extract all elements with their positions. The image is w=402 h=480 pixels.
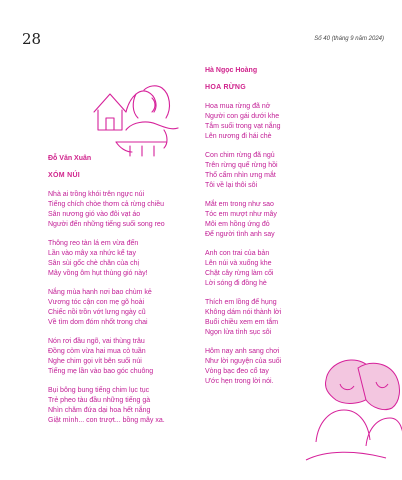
poem-line: Tiếng mẹ lần vào bao góc chuông xyxy=(48,368,154,375)
poem-line: Thông reo tàn lá em vừa đến xyxy=(48,240,139,247)
poem-line: Tắm suối trong vạt nắng xyxy=(205,123,281,130)
stanza xyxy=(205,151,355,191)
poem-line: Tôi về lại thôi sôi xyxy=(205,182,258,189)
poem-line: Bụi bông bung tiếng chim lục tục xyxy=(48,387,150,394)
poem-line: Chiếc nồi trồn vớt lưng ngày cũ xyxy=(48,309,146,316)
poem-line: Môi em hồng ứng đỏ xyxy=(205,221,270,228)
poem-line: Lời sóng đi đồng hè xyxy=(205,280,267,287)
poem-line: Thích em lồng để hụng xyxy=(205,299,277,306)
left-poem xyxy=(48,154,198,435)
poem-line: Hoa mua rừng đã nở xyxy=(205,103,271,110)
poem-line: Ước hẹn trong lời nói. xyxy=(205,378,274,385)
right-poem-title: HOA RỪNG xyxy=(205,84,247,91)
stanza xyxy=(205,298,355,338)
village-couple-illustration xyxy=(86,72,196,162)
poem-line: Mây vồng ôm hụt thùng gió này! xyxy=(48,270,148,277)
poem-line: Mắt em trong như sao xyxy=(205,201,274,208)
poem-line: Để người tình anh say xyxy=(205,231,275,238)
stanza xyxy=(48,288,198,328)
stanza xyxy=(48,190,198,230)
poem-line: Như lời nguyện của suối xyxy=(205,358,282,365)
poem-line: Về tìm dom đóm nhốt trong chai xyxy=(48,319,148,326)
poem-line: Lên núi và xuống khe xyxy=(205,260,272,267)
stanza xyxy=(48,386,198,426)
stanza xyxy=(48,337,198,377)
poem-line: Chặt cây rừng làm cối xyxy=(205,270,274,277)
poem-line: Nhìn chăm đứa dại hoa hết nắng xyxy=(48,407,151,414)
poem-line: Sân nương gió vào đôi vạt áo xyxy=(48,211,141,218)
poem-line: Vòng bạc đeo cổ tay xyxy=(205,368,269,375)
poem-line: Thổ cẩm nhìn ưng mắt xyxy=(205,172,276,179)
poem-line: Nón rơi đầu ngõ, vai thùng trâu xyxy=(48,338,145,345)
right-poem xyxy=(205,66,355,396)
poem-line: Đồng cỏm vừa hai mua cỏ tuần xyxy=(48,348,146,355)
poem-line: Lên nương đi hái chè xyxy=(205,133,272,140)
poem-line: Trẻ pheo tàu đầu những tiếng gà xyxy=(48,397,151,404)
page-number: 28 xyxy=(22,30,42,48)
poem-line: Con chim rừng đã ngủ xyxy=(205,152,275,159)
poem-line: Tiếng chích chòe thơm cả rừng chiều xyxy=(48,201,165,208)
poem-line: Vương tóc cận con mẹ gõ hoài xyxy=(48,299,145,306)
stanza xyxy=(48,239,198,279)
stanza xyxy=(205,347,355,387)
poem-line: Người con gái dưới khe xyxy=(205,113,280,120)
right-poem-author: Hà Ngọc Hoàng xyxy=(205,67,258,74)
poem-line: Lần vào mây xa nhức kể tay xyxy=(48,250,136,257)
left-poem-author: Đỗ Văn Xuân xyxy=(48,155,92,162)
left-poem-title: XÓM NÚI xyxy=(48,172,81,179)
poem-line: Buổi chiều xem em tắm xyxy=(205,319,279,326)
poem-line: Không dám nói thành lời xyxy=(205,309,282,316)
poem-line: Nghe chim gọi vít bên suối núi xyxy=(48,358,142,365)
poem-line: Sân sùi gốc chè chăn của chị xyxy=(48,260,140,267)
poem-line: Nhà ai trồng khói trên ngực núi xyxy=(48,191,145,198)
poem-line: Nắng mùa hanh nơi bao chùm kẻ xyxy=(48,289,152,296)
poem-line: Người đến những tiếng suối song reo xyxy=(48,221,165,228)
poem-line: Ngọn lửa tình sục sôi xyxy=(205,329,272,336)
stanza xyxy=(205,102,355,142)
stanza xyxy=(205,200,355,240)
stanza xyxy=(205,249,355,289)
poem-line: Hôm nay anh sang chơi xyxy=(205,348,280,355)
poem-line: Giật mình... con trượt... bồng mây xa. xyxy=(48,417,165,424)
poem-line: Trên rừng quế rừng hồi xyxy=(205,162,278,169)
issue-label: Số 40 (tháng 9 năm 2024) xyxy=(314,36,384,42)
poem-line: Anh con trai của bản xyxy=(205,250,270,257)
poem-line: Tóc em mượt như mây xyxy=(205,211,277,218)
